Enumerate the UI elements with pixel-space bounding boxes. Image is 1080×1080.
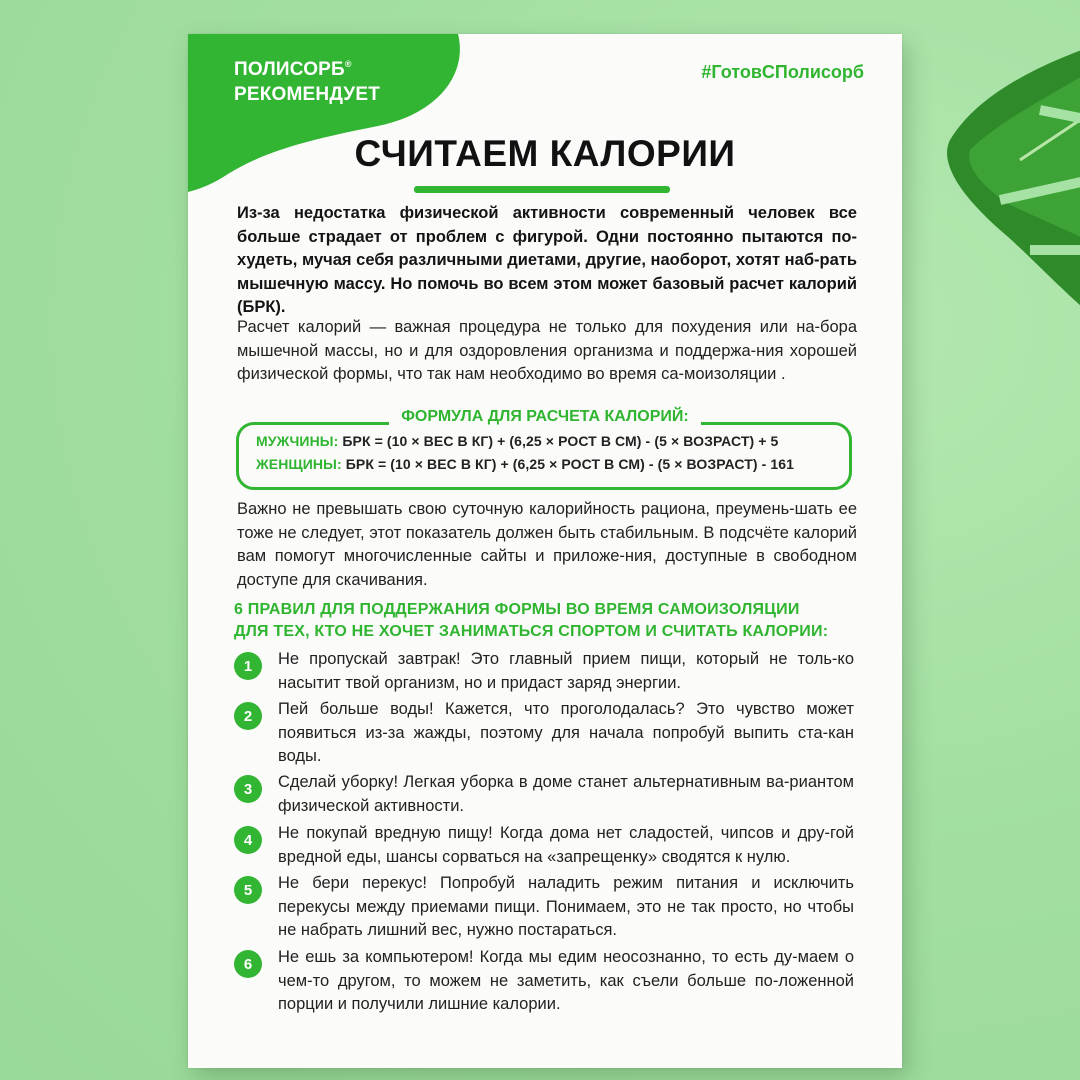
rule-number-badge: 5 [234, 876, 262, 904]
hashtag: #ГотовСПолисорб [701, 62, 864, 82]
rule-text: Пей больше воды! Кажется, что проголодалась? Это чувство может появиться из-за жажды, поэтому для начала попробуй выпить ста-кан воды. [278, 700, 854, 765]
intro-bold-paragraph: Из-за недостатка физической активности современный человек все больше страдает от проблем с фигурой. Одни постоянно пытаются по-худеть, мучая себя различными диетами, другие, наоборот, хотят наб-рать мышечную массу. Но помочь во всем этом может базовый расчет калорий (БРК). [237, 204, 857, 316]
rule-number-badge: 2 [234, 702, 262, 730]
rules-title-line-1: 6 ПРАВИЛ ДЛЯ ПОДДЕРЖАНИЯ ФОРМЫ ВО ВРЕМЯ САМОИЗОЛЯЦИИ [234, 601, 800, 618]
advice-paragraph: Важно не превышать свою суточную калорийность рациона, преумень-шать ее тоже не следует, этот показатель должен быть стабильным. В подсчёте калорий вам помогут многочисленные сайты и приложе-ния, доступные в свободном доступе для скачивания. [237, 500, 857, 589]
brand-tagline: РЕКОМЕНДУЕТ [234, 84, 381, 105]
rule-number-badge: 3 [234, 775, 262, 803]
formula-women-label: ЖЕНЩИНЫ: [256, 456, 342, 472]
rules-title [234, 599, 864, 643]
page-title: СЧИТАЕМ КАЛОРИИ [354, 133, 736, 174]
brand-name: ПОЛИСОРБ [234, 59, 345, 80]
formula-title: ФОРМУЛА ДЛЯ РАСЧЕТА КАЛОРИЙ: [188, 408, 902, 426]
rule-text: Не ешь за компьютером! Когда мы едим неосознанно, то есть ду-маем о чем-то другом, то можем не заметить, как съели больше по-ложенной порции и получили лишние калории. [278, 948, 854, 1013]
intro-paragraph: Расчет калорий — важная процедура не только для похудения или на-бора мышечной массы, но и для оздоровления организма и поддержа-ния хорошей физической формы, что так нам необходимо во время са-моизоляции . [237, 318, 857, 383]
formula-men-label: МУЖЧИНЫ: [256, 433, 339, 449]
rule-text: Сделай уборку! Легкая уборка в доме станет альтернативным ва-риантом физической активности. [278, 773, 854, 815]
formula-women-text: БРК = (10 × ВЕС В КГ) + (6,25 × РОСТ В СМ) - (5 × ВОЗРАСТ) - 161 [345, 456, 795, 472]
brand-registered-mark: ® [344, 59, 352, 69]
formula-men-text: БРК = (10 × ВЕС В КГ) + (6,25 × РОСТ В СМ) - (5 × ВОЗРАСТ) + 5 [342, 433, 779, 449]
rule-text: Не бери перекус! Попробуй наладить режим питания и исключить перекусы между приемами пищи. Понимаем, это не так просто, но чтобы не набрать лишний вес, нужно постараться. [278, 874, 854, 939]
rule-text: Не покупай вредную пищу! Когда дома нет сладостей, чипсов и дру-гой вредной еды, шансы сорваться на «запрещенку» сводятся к нулю. [278, 824, 854, 866]
title-underline [414, 186, 670, 193]
rule-text: Не пропускай завтрак! Это главный прием пищи, который не толь-ко насытит твой организм, но и придаст заряд энергии. [278, 650, 854, 692]
rules-title-line-2: ДЛЯ ТЕХ, КТО НЕ ХОЧЕТ ЗАНИМАТЬСЯ СПОРТОМ И СЧИТАТЬ КАЛОРИИ: [234, 623, 829, 640]
formula-men [256, 433, 778, 449]
rule-number-badge: 4 [234, 826, 262, 854]
brand-logo [234, 52, 380, 107]
rule-number-badge: 1 [234, 652, 262, 680]
rule-number-badge: 6 [234, 950, 262, 978]
formula-women [256, 456, 794, 472]
info-sheet [188, 34, 902, 1068]
